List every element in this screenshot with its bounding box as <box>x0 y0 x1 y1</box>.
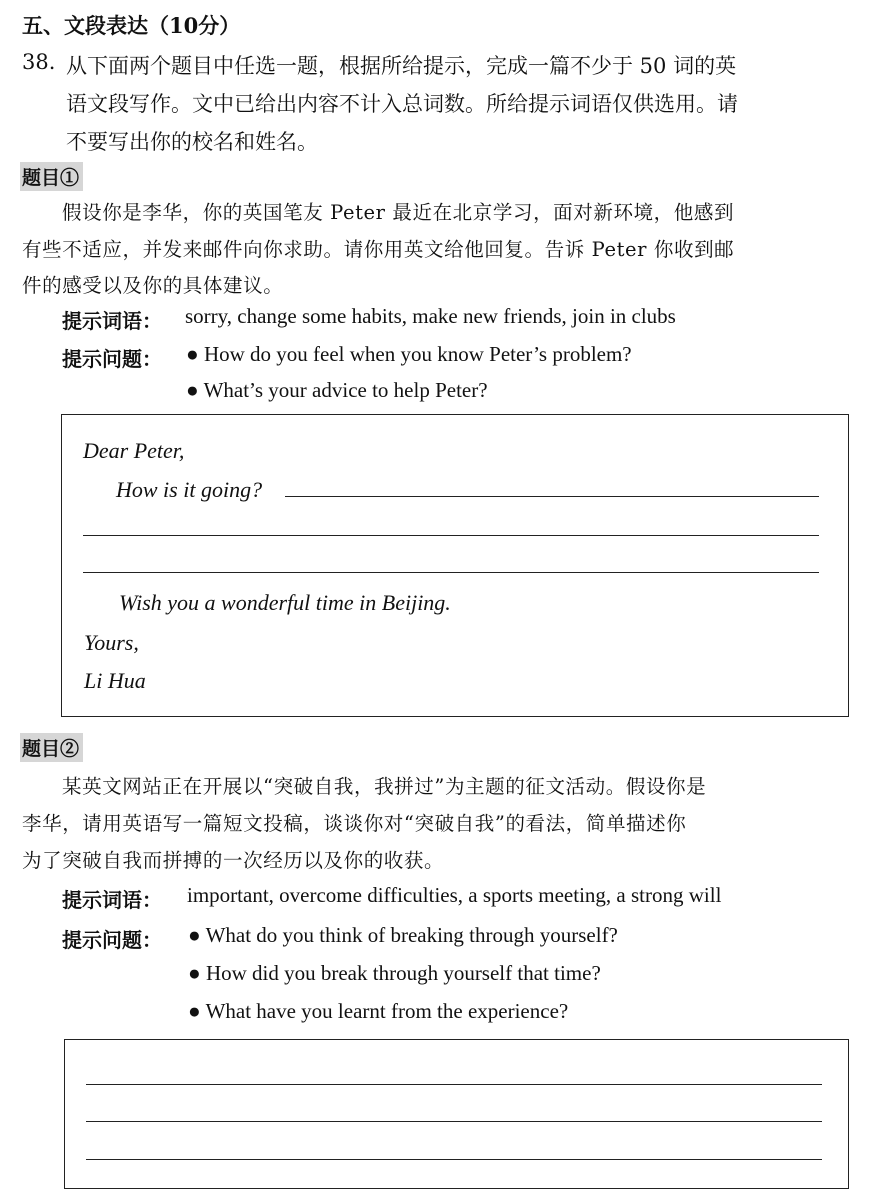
topic-1-hint-words: sorry, change some habits, make new friends, join in clubs <box>185 304 676 328</box>
topic-2-hint-words-label: 提示词语： <box>62 888 162 912</box>
topic-2-tag: 题目② <box>20 733 83 762</box>
topic-1-hint-questions-label: 提示问题： <box>62 347 162 371</box>
topic-1-hint-question-2: ● What’s your advice to help Peter? <box>186 378 488 402</box>
answer-line[interactable] <box>83 535 819 536</box>
topic-2-hint-questions-label: 提示问题： <box>62 928 162 952</box>
topic-1-hint-question-1: ● How do you feel when you know Peter’s problem? <box>186 342 632 366</box>
topic-1-paragraph-line-1: 假设你是李华，你的英国笔友 Peter 最近在北京学习，面对新环境，他感到 <box>62 201 735 224</box>
topic-1-tag: 题目① <box>20 162 83 191</box>
answer-line[interactable] <box>86 1121 822 1122</box>
question-instruction-line-2: 语文段写作。文中已给出内容不计入总词数。所给提示词语仅供选用。请 <box>66 92 738 116</box>
answer-line[interactable] <box>86 1159 822 1160</box>
topic-2-hint-question-3: ● What have you learnt from the experience? <box>188 999 569 1023</box>
topic-2-hint-words: important, overcome difficulties, a sports meeting, a strong will <box>187 883 722 907</box>
topic-1-hint-words-label: 提示词语： <box>62 309 162 333</box>
section-title: 五、文段表达（10分） <box>22 13 241 38</box>
topic-2-answer-box[interactable] <box>64 1039 849 1189</box>
topic-1-paragraph-line-3: 件的感受以及你的具体建议。 <box>22 274 284 297</box>
question-number: 38. <box>22 50 56 74</box>
answer-line[interactable] <box>86 1084 822 1085</box>
question-instruction-line-3: 不要写出你的校名和姓名。 <box>66 130 318 154</box>
topic-2-paragraph-line-2: 李华，请用英语写一篇短文投稿，谈谈你对“突破自我”的看法，简单描述你 <box>22 812 687 835</box>
topic-1-paragraph-line-2: 有些不适应，并发来邮件向你求助。请你用英文给他回复。告诉 Peter 你收到邮 <box>22 238 735 261</box>
topic-2-paragraph-line-1: 某英文网站正在开展以“突破自我，我拼过”为主题的征文活动。假设你是 <box>62 775 707 798</box>
topic-2-paragraph-line-3: 为了突破自我而拼搏的一次经历以及你的收获。 <box>22 849 445 872</box>
topic-2-hint-question-2: ● How did you break through yourself that time? <box>188 961 601 985</box>
question-instruction-line-1: 从下面两个题目中任选一题，根据所给提示，完成一篇不少于 50 词的英 <box>66 54 737 78</box>
letter-greeting: Dear Peter, <box>83 438 185 463</box>
letter-signature: Li Hua <box>84 668 146 693</box>
letter-signoff: Yours, <box>84 630 139 655</box>
letter-opening: How is it going? <box>116 477 263 502</box>
answer-line[interactable] <box>285 496 819 497</box>
answer-line[interactable] <box>83 572 819 573</box>
topic-2-hint-question-1: ● What do you think of breaking through yourself? <box>188 923 618 947</box>
letter-closing: Wish you a wonderful time in Beijing. <box>119 590 451 615</box>
